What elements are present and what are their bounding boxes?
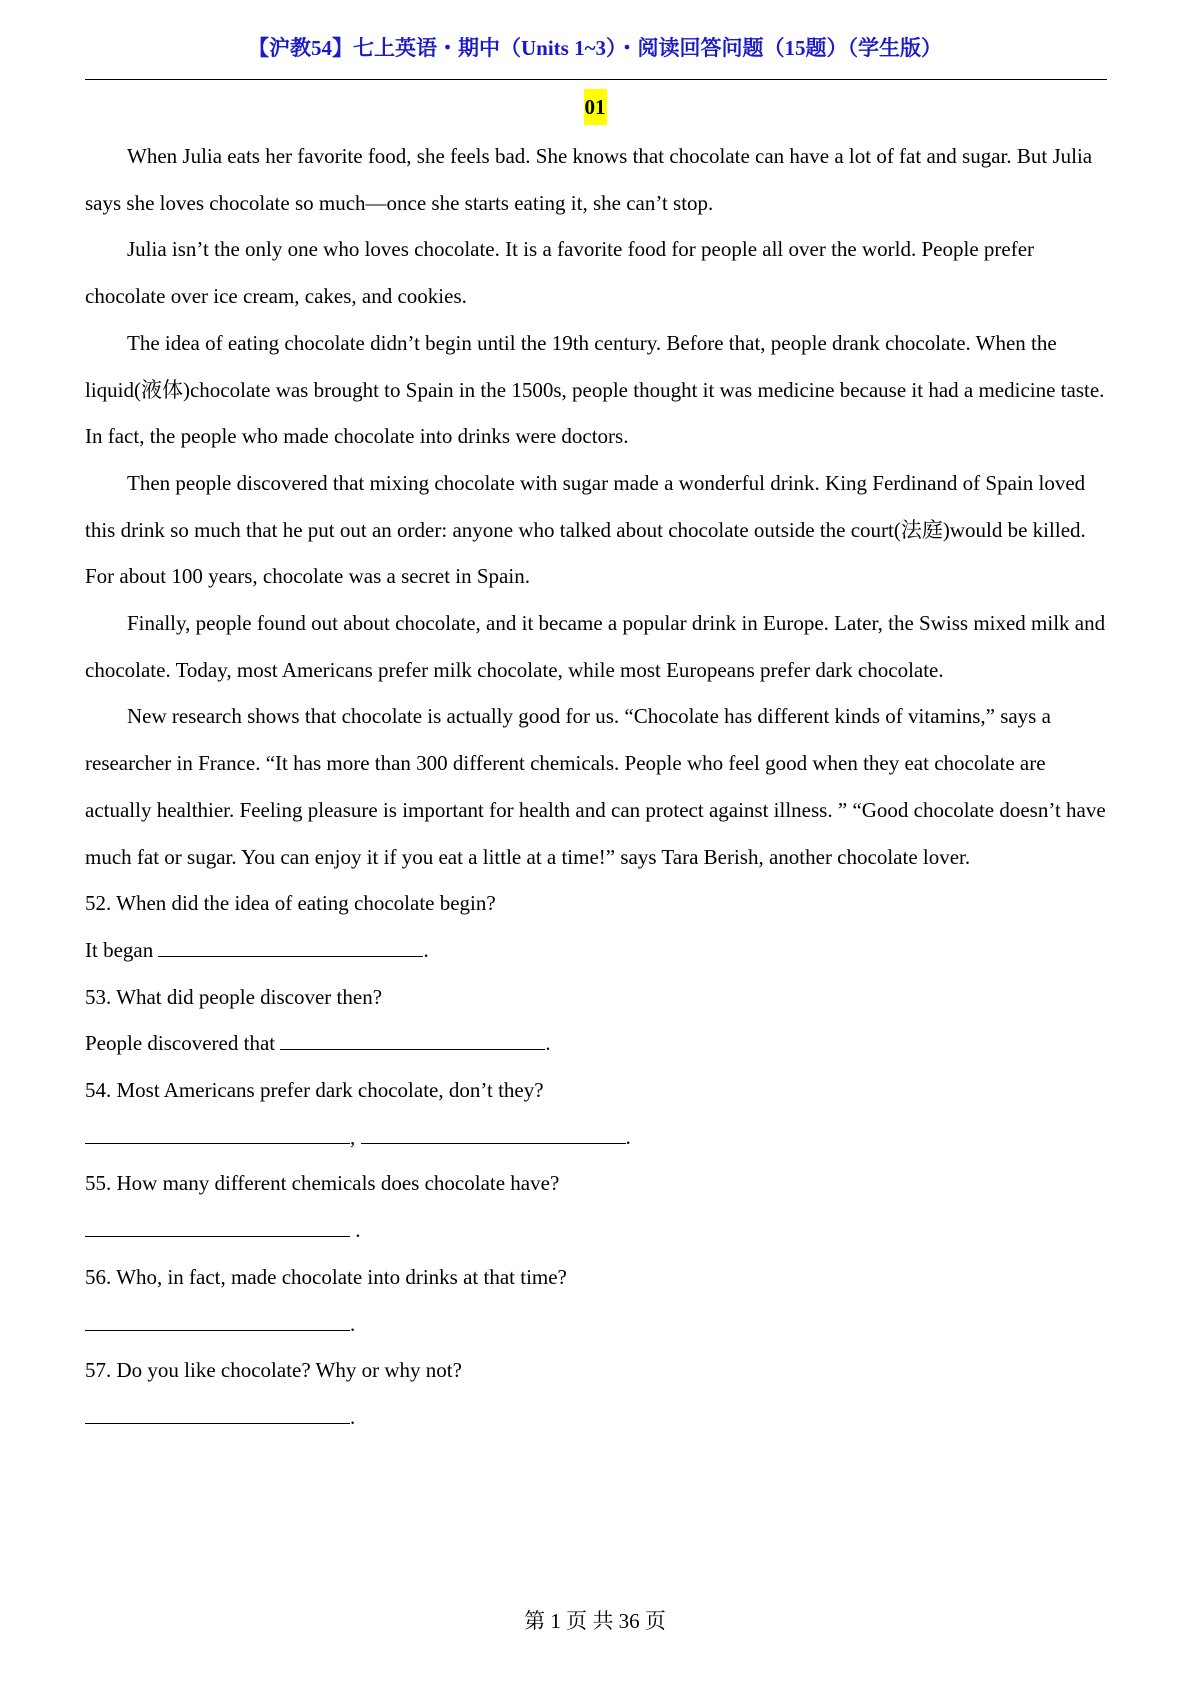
question-53: 53. What did people discover then?	[85, 984, 383, 1009]
answer-blank[interactable]	[85, 1216, 350, 1237]
section-number-label: 01	[584, 89, 607, 125]
answer-blank[interactable]	[158, 936, 423, 957]
answer-57	[85, 1394, 1107, 1441]
section-number	[0, 95, 1190, 120]
answer-blank[interactable]	[361, 1123, 626, 1144]
answer-suffix: .	[350, 1404, 356, 1429]
answer-separator: ,	[350, 1124, 361, 1149]
question-52: 52. When did the idea of eating chocolate begin?	[85, 891, 496, 916]
answer-blank[interactable]	[280, 1029, 545, 1050]
answer-55	[85, 1207, 1107, 1254]
answer-blank[interactable]	[85, 1310, 350, 1331]
question-54: 54. Most Americans prefer dark chocolate, don’t they?	[85, 1078, 544, 1103]
passage-paragraph: Then people discovered that mixing chocolate with sugar made a wonderful drink. King Ferdinand of Spain loved this drink so much that he put out an order: anyone who talked about chocolate outside the court(法庭)would be killed. For about 100 years, chocolate was a secret in Spain.	[85, 470, 1086, 589]
answer-blank[interactable]	[85, 1123, 350, 1144]
passage-paragraph: New research shows that chocolate is actually good for us. “Chocolate has different kinds of vitamins,” says a researcher in France. “It has more than 300 different chemicals. People who feel good when they eat chocolate are actually healthier. Feeling pleasure is important for health and can protect against illness. ” “Good chocolate doesn’t have much fat or sugar. You can enjoy it if you eat a little at a time!” says Tara Berish, another chocolate lover.	[85, 704, 1106, 869]
header-divider	[85, 79, 1107, 80]
passage-paragraph: Finally, people found out about chocolate, and it became a popular drink in Europe. Later, the Swiss mixed milk and chocolate. Today, most Americans prefer milk chocolate, while most Europeans prefer dark chocolate.	[85, 611, 1106, 682]
document-body	[85, 133, 1107, 1441]
answer-suffix: .	[350, 1311, 356, 1336]
answer-suffix: .	[423, 937, 429, 962]
answer-54	[85, 1114, 1107, 1161]
question-55: 55. How many different chemicals does chocolate have?	[85, 1171, 560, 1196]
question-56: 56. Who, in fact, made chocolate into drinks at that time?	[85, 1264, 567, 1289]
answer-suffix: .	[625, 1124, 631, 1149]
answer-suffix: .	[545, 1031, 551, 1056]
question-57: 57. Do you like chocolate? Why or why not?	[85, 1358, 462, 1383]
passage-paragraph: The idea of eating chocolate didn’t begin until the 19th century. Before that, people drank chocolate. When the liquid(液体)chocolate was brought to Spain in the 1500s, people thought it was medicine because it had a medicine taste. In fact, the people who made chocolate into drinks were doctors.	[85, 330, 1105, 449]
page-footer: 第 1 页 共 36 页	[524, 1609, 666, 1633]
passage-paragraph: Julia isn’t the only one who loves chocolate. It is a favorite food for people all over the world. People prefer chocolate over ice cream, cakes, and cookies.	[85, 237, 1035, 309]
answer-blank[interactable]	[85, 1403, 350, 1424]
passage-paragraph: When Julia eats her favorite food, she feels bad. She knows that chocolate can have a lot of fat and sugar. But Julia says she loves chocolate so much—once she starts eating it, she can’t stop.	[85, 144, 1093, 215]
answer-56	[85, 1301, 1107, 1348]
answer-prefix: It began	[85, 937, 159, 962]
document-header-title: 【沪教54】七上英语・期中（Units 1~3）・阅读回答问题（15题）（学生版）	[247, 36, 942, 60]
answer-52	[85, 927, 1107, 974]
answer-suffix: .	[350, 1218, 361, 1243]
answer-prefix: People discovered that	[85, 1031, 281, 1056]
answer-53	[85, 1020, 1107, 1067]
